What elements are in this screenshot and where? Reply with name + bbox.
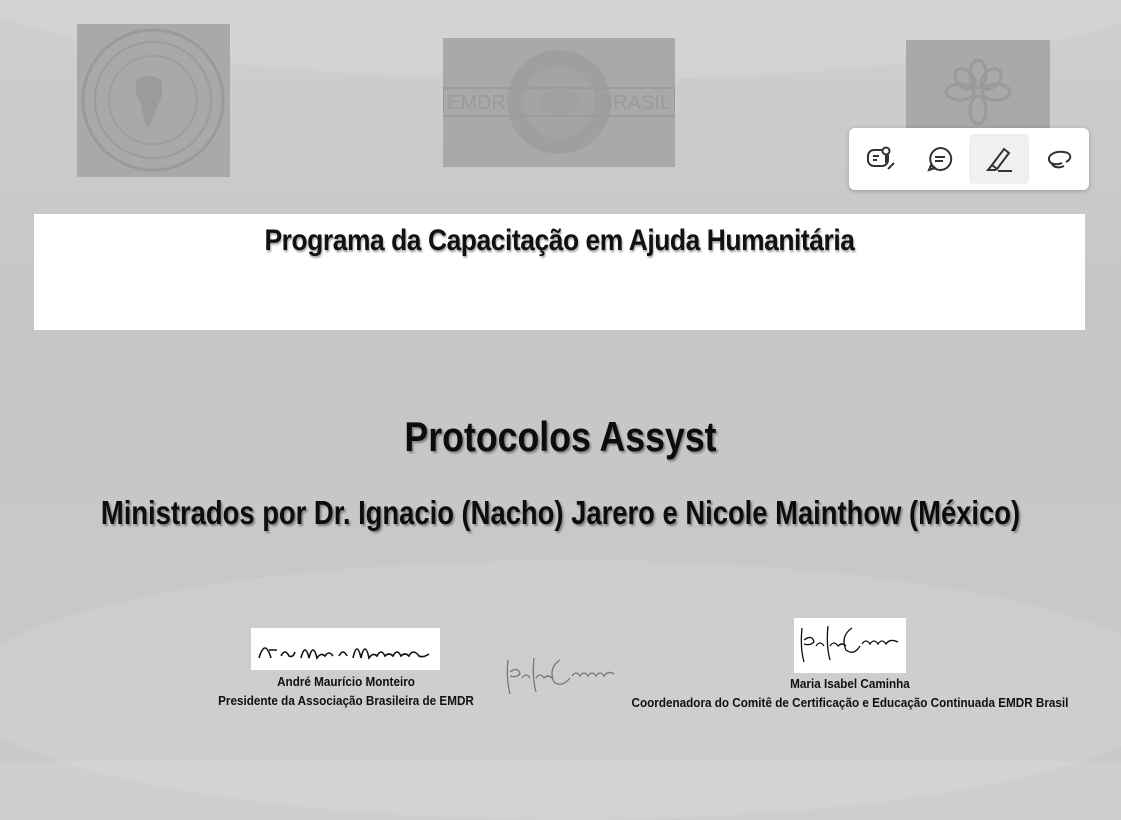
logo-left-text: EMDR bbox=[447, 92, 506, 114]
add-comment-button[interactable] bbox=[910, 134, 970, 184]
highlighter-icon bbox=[984, 145, 1014, 173]
logo-right-text: BRASIL bbox=[599, 92, 671, 114]
association-seal-logo bbox=[77, 24, 230, 177]
course-subject: Protocolos Assyst bbox=[404, 413, 717, 460]
title-panel bbox=[34, 214, 1085, 330]
flower-emblem-logo bbox=[906, 40, 1050, 132]
signature-maria-mark bbox=[500, 648, 622, 700]
emdr-brasil-logo bbox=[443, 38, 675, 167]
signature-andre-image bbox=[251, 628, 440, 670]
text-comment-icon bbox=[866, 145, 896, 173]
program-title: Programa da Capacitação em Ajuda Humanitária bbox=[264, 224, 855, 257]
annotation-toolbar bbox=[849, 128, 1089, 190]
highlighter-button[interactable] bbox=[969, 134, 1029, 184]
comment-icon bbox=[926, 145, 954, 173]
signatory-2-name: Maria Isabel Caminha bbox=[790, 676, 910, 691]
instructors-line: Ministrados por Dr. Ignacio (Nacho) Jarero e Nicole Mainthow (México) bbox=[100, 494, 1021, 531]
signature-maria-image bbox=[794, 618, 906, 673]
signatory-2-role: Coordenadora do Comitê de Certificação e Educação Continuada EMDR Brasil bbox=[631, 695, 1069, 710]
signatory-1-role: Presidente da Associação Brasileira de EMDR bbox=[218, 693, 474, 708]
signatory-1-name: André Maurício Monteiro bbox=[277, 674, 415, 689]
add-text-comment-button[interactable] bbox=[851, 134, 911, 184]
lasso-icon bbox=[1044, 145, 1074, 173]
lasso-select-button[interactable] bbox=[1029, 134, 1089, 184]
